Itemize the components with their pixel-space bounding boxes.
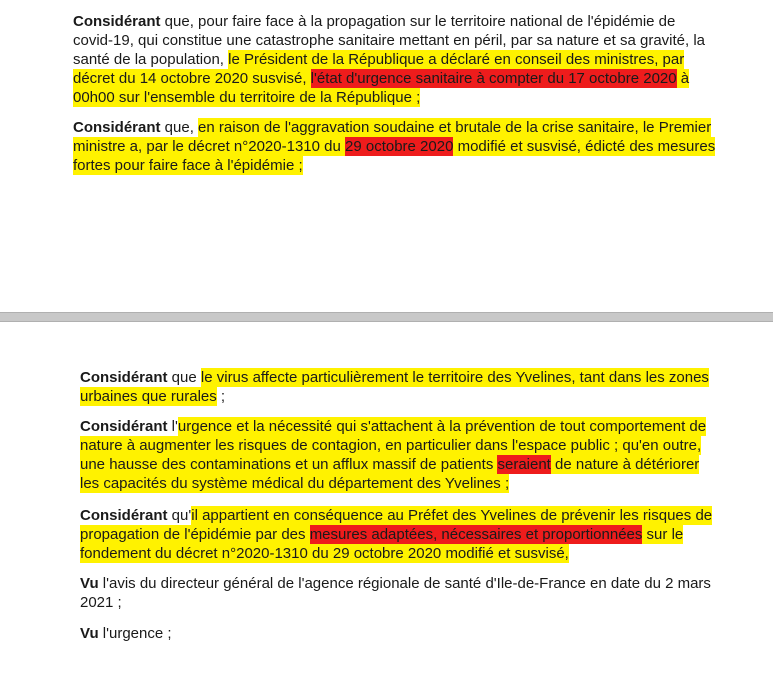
yellow-highlight: en raison de l'aggravation soudaine et brutale de la crise sanitaire, le Premier (198, 119, 712, 136)
yellow-highlight: modifié et susvisé, édicté des mesures (453, 138, 716, 155)
red-highlight: seraient (497, 456, 551, 473)
yellow-highlight: décret du 14 octobre 2020 susvisé, (73, 70, 311, 87)
text-line (73, 88, 725, 107)
paragraph-considerant-covid (73, 12, 725, 107)
yellow-highlight: de nature à détériorer (550, 456, 700, 473)
document-page-top (0, 0, 773, 312)
yellow-highlight: sur le (642, 526, 684, 543)
text-line (80, 368, 732, 387)
text-line (80, 417, 732, 436)
yellow-highlight: propagation de l'épidémie par des (80, 526, 310, 543)
text-line (73, 69, 725, 88)
text-span: qu' (167, 507, 192, 524)
document-page-bottom (0, 322, 773, 694)
text-line (80, 544, 732, 563)
paragraph-considerant-urgence (80, 417, 732, 493)
text-line (80, 436, 732, 455)
text-line (73, 137, 725, 156)
paragraph-vu-avis (80, 574, 732, 612)
paragraph-considerant-prefet (80, 506, 732, 563)
red-highlight: mesures adaptées, nécessaires et proportionnées (309, 526, 643, 543)
yellow-highlight: 00h00 sur l'ensemble du territoire de la République ; (73, 89, 421, 106)
yellow-highlight: le virus affecte particulièrement le territoire des Yvelines, tant dans les zones (200, 369, 709, 386)
yellow-highlight: nature à augmenter les risques de contagion, en particulier dans l'espace public ; qu'en outre, (80, 437, 702, 454)
bold-keyword: Considérant (73, 119, 161, 136)
text-line (73, 50, 725, 69)
text-line (73, 31, 725, 50)
bold-keyword: Vu (80, 625, 99, 642)
text-line (80, 387, 732, 406)
text-span: covid-19, qui constitue une catastrophe sanitaire mettant en péril, par sa nature et sa gravité, la (73, 32, 706, 49)
text-line (73, 12, 725, 31)
yellow-highlight: il appartient en conséquence au Préfet des Yvelines de prévenir les risques de (191, 507, 713, 524)
text-span: l'avis du directeur général de l'agence régionale de santé d'Ile-de-France en date du 2 mars (98, 575, 711, 592)
bold-keyword: Considérant (80, 418, 168, 435)
paragraph-considerant-aggravation (73, 118, 725, 175)
text-span: que, (160, 119, 199, 136)
text-line (80, 474, 732, 493)
yellow-highlight: ministre a, par le décret n°2020-1310 du (73, 138, 345, 155)
text-line (80, 525, 732, 544)
bold-keyword: Vu (80, 575, 99, 592)
yellow-highlight: les capacités du système médical du département des Yvelines ; (80, 475, 510, 492)
yellow-highlight: le Président de la République a déclaré en conseil des ministres, par (228, 51, 685, 68)
text-span: ; (216, 388, 226, 405)
text-line (80, 455, 732, 474)
yellow-highlight: urbaines que rurales (80, 388, 217, 405)
red-highlight: 29 octobre 2020 (345, 138, 454, 155)
page-divider (0, 312, 773, 322)
yellow-highlight: urgence et la nécessité qui s'attachent à la prévention de tout comportement de (177, 418, 707, 435)
text-span: 2021 ; (80, 594, 122, 611)
bold-keyword: Considérant (80, 369, 168, 386)
paragraph-considerant-yvelines (80, 368, 732, 406)
bold-keyword: Considérant (73, 13, 161, 30)
text-line (80, 624, 732, 643)
text-line (73, 156, 725, 175)
text-line (80, 574, 732, 593)
text-span: l' (167, 418, 178, 435)
text-line (80, 506, 732, 525)
yellow-highlight: une hausse des contaminations et un afflux massif de patients (80, 456, 498, 473)
text-span: l'urgence ; (98, 625, 172, 642)
red-highlight: l'état d'urgence sanitaire à compter du 17 octobre 2020 (310, 70, 677, 87)
yellow-highlight: fortes pour faire face à l'épidémie ; (73, 157, 303, 174)
text-line (73, 118, 725, 137)
text-span: que, pour faire face à la propagation sur le territoire national de l'épidémie de (160, 13, 676, 30)
yellow-highlight: à (676, 70, 690, 87)
text-span: santé de la population, (73, 51, 229, 68)
yellow-highlight: fondement du décret n°2020-1310 du 29 octobre 2020 modifié et susvisé, (80, 545, 569, 562)
text-line (80, 593, 732, 612)
text-span: que (167, 369, 201, 386)
bold-keyword: Considérant (80, 507, 168, 524)
paragraph-vu-urgence (80, 624, 732, 643)
